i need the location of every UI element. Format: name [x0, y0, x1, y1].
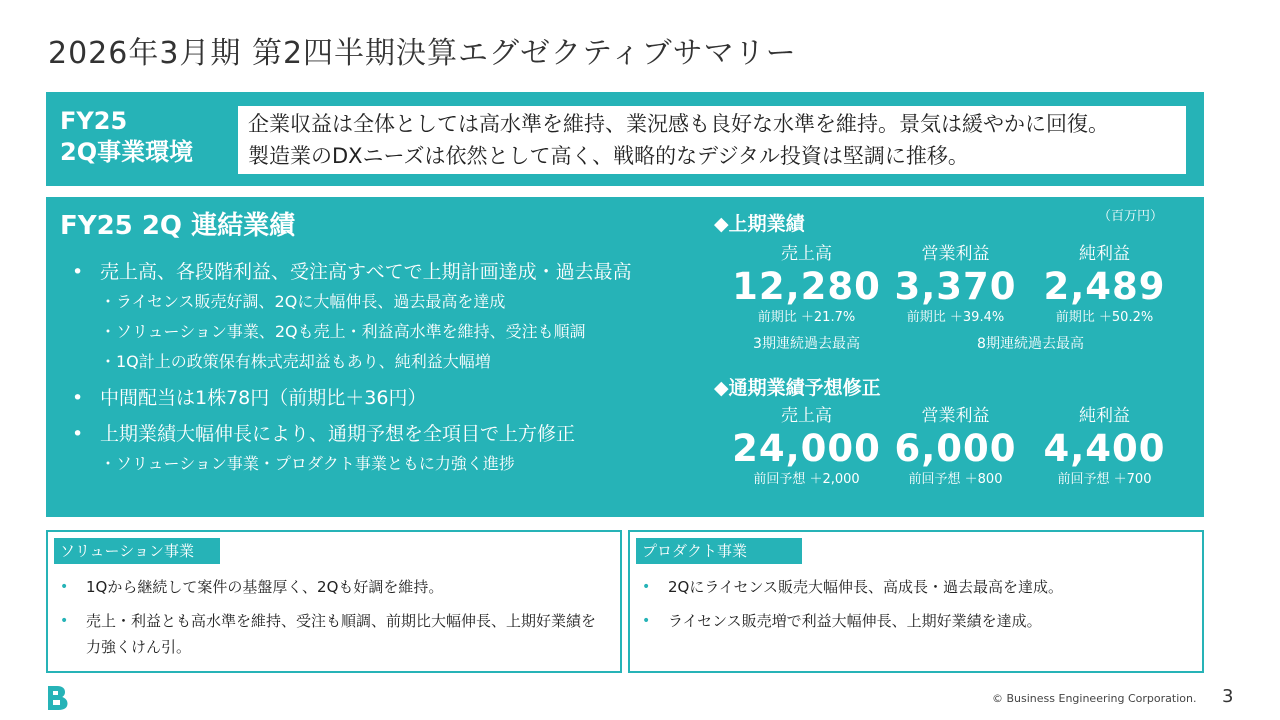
consolidated-results-panel [46, 197, 1204, 517]
first-half-heading: ◆上期業績 [714, 213, 805, 235]
profit-record-note: 8期連続過去最高 [977, 336, 1084, 352]
metric-value: 3,370 [894, 265, 1017, 308]
bullet-item [68, 257, 708, 377]
metric-label: 売上高 [781, 244, 832, 264]
product-business-tab: プロダクト事業 [636, 538, 802, 564]
metric-value: 4,400 [1043, 427, 1166, 470]
metric-label: 営業利益 [921, 244, 990, 264]
bullet-sub-text: ・1Q計上の政策保有株式売却益もあり、純利益大幅増 [100, 352, 491, 371]
first-half-metrics [732, 243, 1180, 327]
page-number: 3 [1222, 686, 1234, 707]
bullet-item [68, 419, 708, 479]
bullet-sub-text: ・ライセンス販売好調、2Qに大幅伸長、過去最高を達成 [100, 292, 506, 311]
bullet-item [68, 383, 708, 413]
results-title: FY25 2Q 連結業績 [60, 211, 296, 241]
metric-change: 前期比 ＋39.4% [906, 310, 1005, 325]
metric-value: 24,000 [732, 427, 881, 470]
metric-change: 前回予想 ＋700 [1057, 472, 1152, 487]
first-half-notes [732, 333, 1180, 355]
solution-business-tab: ソリューション事業 [54, 538, 220, 564]
environment-label-line2: 2Q事業環境 [60, 138, 194, 166]
metric-change: 前回予想 ＋800 [908, 472, 1003, 487]
solution-business-panel [46, 530, 622, 673]
list-item: • 1Qから継続して案件の基盤厚く、2Qも好調を維持。 [58, 574, 610, 600]
metric-net-profit [1030, 243, 1179, 327]
page-title: 2026年3月期 第2四半期決算エグゼクティブサマリー [48, 36, 797, 71]
environment-text-box [238, 106, 1186, 174]
business-environment-panel [46, 92, 1204, 186]
metric-sales [732, 405, 881, 489]
bullet-sub-text: ・ソリューション事業、2Qも売上・利益高水準を維持、受注も順調 [100, 322, 586, 341]
metric-value: 12,280 [732, 265, 881, 308]
bullet-main-text: • 上期業績大幅伸長により、通期予想を全項目で上方修正 [68, 419, 708, 449]
copyright-notice: © Business Engineering Corporation. [992, 692, 1197, 705]
metric-label: 純利益 [1079, 244, 1130, 264]
list-item: • 売上・利益とも高水準を維持、受注も順調、前期比大幅伸長、上期好業績を力強くけん引。 [58, 608, 610, 660]
list-item: • 2Qにライセンス販売大幅伸長、高成長・過去最高を達成。 [640, 574, 1192, 600]
list-item: • ライセンス販売増で利益大幅伸長、上期好業績を達成。 [640, 608, 1192, 634]
sales-record-note: 3期連続過去最高 [753, 336, 860, 352]
environment-label [60, 106, 193, 168]
metric-change: 前期比 ＋50.2% [1055, 310, 1154, 325]
metric-net-profit [1030, 405, 1179, 489]
product-business-list [640, 574, 1192, 642]
metric-change: 前回予想 ＋2,000 [753, 472, 860, 487]
bullet-main-text: • 売上高、各段階利益、受注高すべてで上期計画達成・過去最高 [68, 257, 708, 287]
metric-value: 2,489 [1043, 265, 1166, 308]
metric-operating-profit [881, 405, 1030, 489]
metric-operating-profit [881, 243, 1030, 327]
product-business-panel [628, 530, 1204, 673]
environment-text-line2: 製造業のDXニーズは依然として高く、戦略的なデジタル投資は堅調に推移。 [248, 144, 969, 168]
metric-change: 前期比 ＋21.7% [757, 310, 856, 325]
environment-text-line1: 企業収益は全体としては高水準を維持、業況感も良好な水準を維持。景気は緩やかに回復。 [248, 112, 1109, 136]
metric-value: 6,000 [894, 427, 1017, 470]
unit-label: （百万円） [1098, 209, 1164, 224]
metric-sales [732, 243, 881, 327]
company-logo-b-icon [46, 685, 70, 711]
solution-business-list [58, 574, 610, 668]
full-year-metrics [732, 405, 1180, 489]
metric-label: 営業利益 [921, 406, 990, 426]
metric-label: 売上高 [781, 406, 832, 426]
bullet-main-text: • 中間配当は1株78円（前期比＋36円） [68, 383, 708, 413]
results-bullet-list [68, 257, 708, 485]
environment-label-line1: FY25 [60, 107, 128, 135]
metric-label: 純利益 [1079, 406, 1130, 426]
bullet-sub-text: ・ソリューション事業・プロダクト事業ともに力強く進捗 [100, 454, 515, 473]
full-year-heading: ◆通期業績予想修正 [714, 377, 881, 399]
